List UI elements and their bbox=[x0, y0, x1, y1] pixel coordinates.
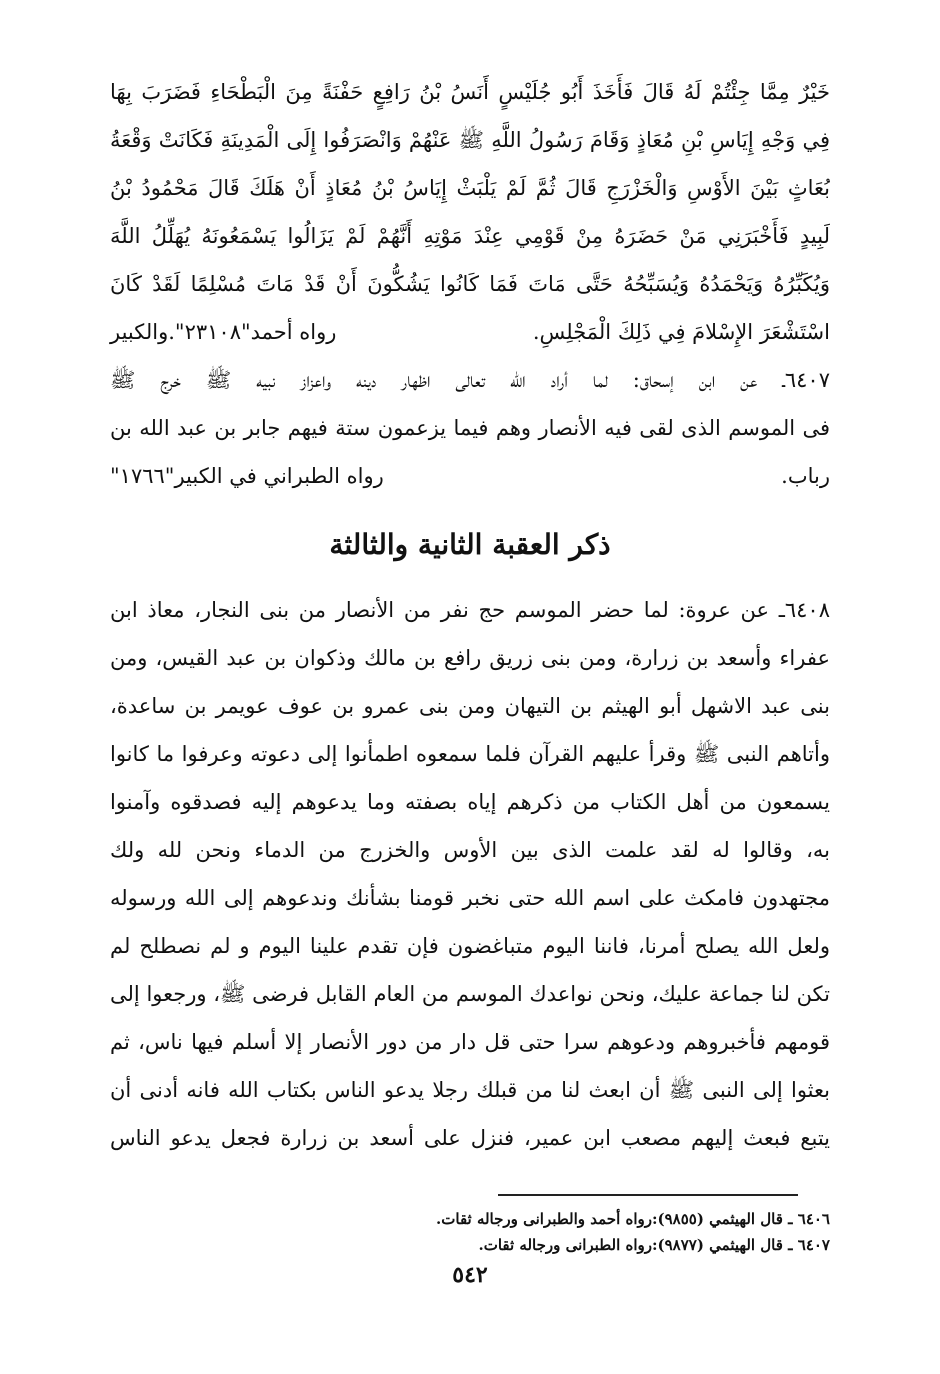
footnote-6407: ٦٤٠٧ ـ قال الهيثمي (٩٨٧٧):رواه الطبرانى ورجاله ثقات. bbox=[478, 1236, 830, 1254]
text-line-with-reference bbox=[110, 308, 830, 356]
source-reference: رواه أحمد"٢٣١٠٨".والكبير bbox=[110, 320, 337, 344]
hadith-6407-line: ٦٤٠٧ـ عن ابن إسحاق: لما أراد الله تعالى اظهار دينه واعزاز نبيه ﷺ خرج ﷺ bbox=[110, 368, 830, 392]
text-line: بُعَاثٍ بَيْنَ الأَوْسِ وَالْخَزْرَجِ قَالَ ثُمَّ لَمْ يَلْبَثْ إِيَاسُ بْنُ مُعَاذٍ أَنْ هَلَكَ قَالَ مَحْمُودُ بْنُ bbox=[110, 176, 830, 200]
top-hadith-block bbox=[110, 68, 830, 500]
hadith-6408-line: مجتهدون فامكث على اسم الله حتى نخبر قومنا بشأنك وندعوهم إلى الله ورسوله bbox=[110, 886, 830, 910]
hadith-6408-line: يسمعون من أهل الكتاب من ذكرهم إياه بصفته وما يدعوهم إليه فصدقوه وآمنوا bbox=[110, 790, 830, 814]
footnote-divider bbox=[498, 1194, 798, 1196]
source-reference: رواه الطبراني في الكبير"١٧٦٦" bbox=[110, 464, 384, 488]
text-line: خَيْرٌ مِمَّا جِئْتُمْ لَهُ قَالَ فَأَخَذَ أَبُو جُلَيْسٍ أَنَسُ بْنُ رَافِعٍ حَفْنَةً مِنَ الْبَطْحَاءِ فَضَرَبَ بِهَا bbox=[110, 80, 830, 104]
text-line: لَبِيدٍ فَأَخْبَرَنِي مَنْ حَضَرَهُ مِنْ قَوْمِي عِنْدَ مَوْتِهِ أَنَّهُمْ لَمْ يَزَالُوا يَسْمَعُونَهُ يُهَلِّلُ اللَّهَ bbox=[110, 224, 830, 248]
text-line-with-reference bbox=[110, 452, 830, 500]
hadith-6408-line: وأتاهم النبى ﷺ وقرأ عليهم القرآن فلما سمعوه اطمأنوا إلى دعوته وعرفوا ما كانوا bbox=[110, 742, 830, 766]
hadith-6408-line: به، وقالوا له لقد علمت الذى بين الأوس والخزرج من الدماء ونحن لله ولك bbox=[110, 838, 830, 862]
hadith-6408-line: يتبع فبعث إليهم مصعب ابن عمير، فنزل على أسعد بن زرارة فجعل يدعو الناس bbox=[110, 1126, 830, 1150]
hadith-6407-line: فى الموسم الذى لقى فيه الأنصار وهم فيما يزعمون ستة فيهم جابر بن عبد الله بن bbox=[110, 416, 830, 440]
page-number: ٥٤٢ bbox=[452, 1262, 488, 1288]
hadith-6408-line: عفراء وأسعد بن زرارة، ومن بنى زريق رافع بن مالك وذكوان بن عبد القيس، ومن bbox=[110, 646, 830, 670]
hadith-6408-line: ٦٤٠٨ـ عن عروة: لما حضر الموسم حج نفر من الأنصار من بنى النجار، معاذ ابن bbox=[110, 598, 830, 622]
text-line: وَيُكَبِّرُهُ وَيَحْمَدُهُ وَيُسَبِّحُهُ حَتَّى مَاتَ فَمَا كَانُوا يَشُكُّونَ أَنْ قَدْ مَاتَ مُسْلِمًا لَقَدْ كَانَ bbox=[110, 272, 830, 296]
hadith-6408-block bbox=[110, 586, 830, 1162]
text-line-end: رباب. bbox=[781, 464, 830, 488]
hadith-6408-line: بعثوا إلى النبى ﷺ أن ابعث لنا من قبلك رجلا يدعو الناس بكتاب الله فانه أدنى أن bbox=[110, 1078, 830, 1102]
hadith-6408-line: تكن لنا جماعة عليك، ونحن نواعدك الموسم من العام القابل فرضى ﷺ، ورجعوا إلى bbox=[110, 982, 830, 1006]
hadith-6408-line: قومهم فأخبروهم ودعوهم سرا حتى قل دار من دور الأنصار إلا أسلم فيها ناس، ثم bbox=[110, 1030, 830, 1054]
hadith-6408-line: بنى عبد الاشهل أبو الهيثم بن التيهان ومن بنى عمرو بن عوف عويمر بن ساعدة، bbox=[110, 694, 830, 718]
text-line: فِي وَجْهِ إِيَاسِ بْنِ مُعَاذٍ وَقَامَ رَسُولُ اللَّهِ ﷺ عَنْهُمْ وَانْصَرَفُوا إِلَى الْمَدِينَةِ فَكَانَتْ وَقْعَةُ bbox=[110, 128, 830, 152]
text-line-end: اسْتَشْعَرَ الإِسْلامَ فِي ذَلِكَ الْمَجْلِسِ. bbox=[532, 320, 830, 344]
hadith-6408-line: ولعل الله يصلح أمرنا، فاننا اليوم متباغضون فإن تقدم علينا اليوم و لم نصطلح لم bbox=[110, 934, 830, 958]
section-heading: ذكر العقبة الثانية والثالثة bbox=[329, 528, 611, 561]
footnote-6406: ٦٤٠٦ ـ قال الهيثمي (٩٨٥٥):رواه أحمد والطبرانى ورجاله ثقات. bbox=[436, 1210, 830, 1228]
footnotes bbox=[230, 1206, 830, 1258]
